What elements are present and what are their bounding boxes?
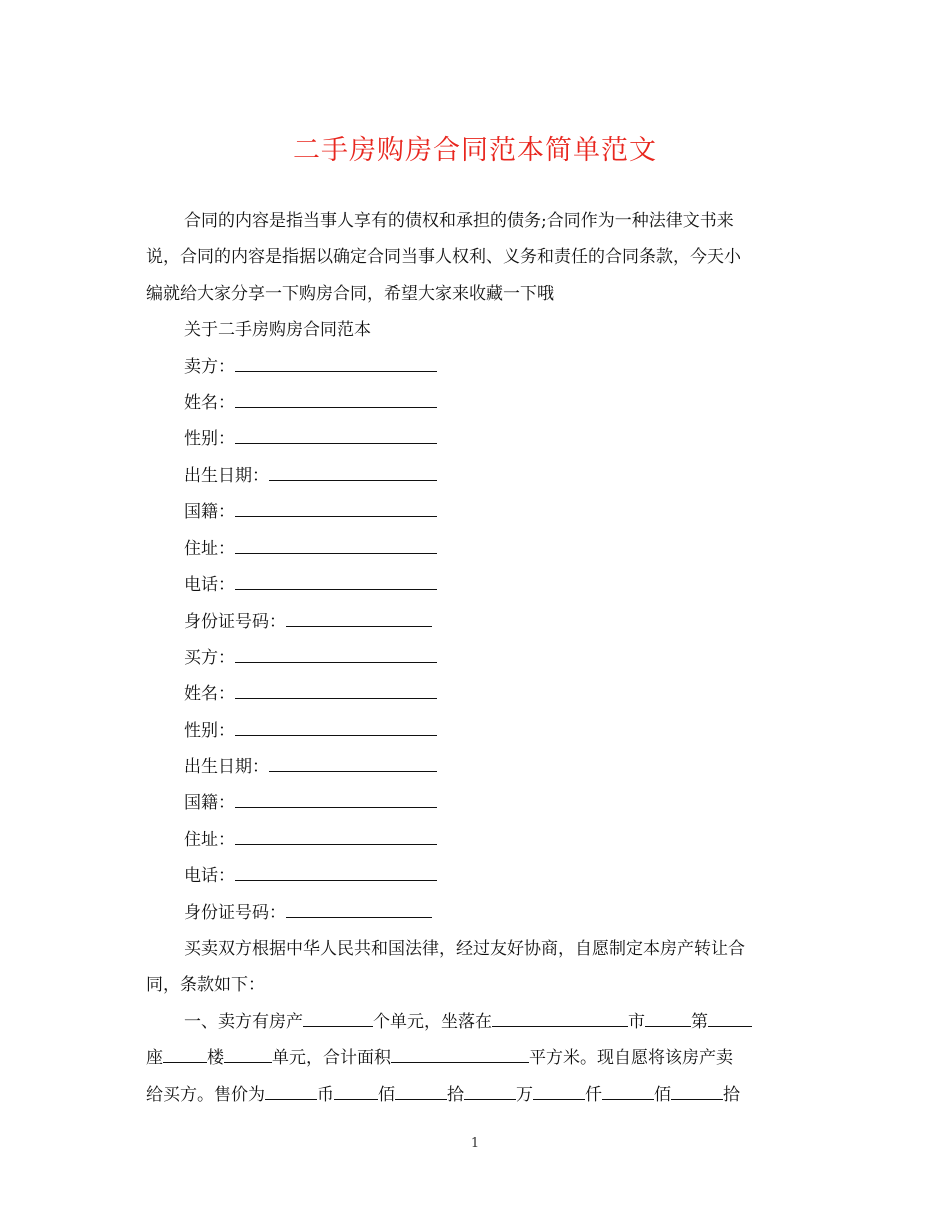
intro-line-1: 合同的内容是指当事人享有的债权和承担的债务;合同作为一种法律文书来 (184, 211, 734, 231)
seller-address-field: 住址： (184, 536, 437, 560)
page-number: 1 (470, 1136, 480, 1151)
subtitle: 关于二手房购房合同范本 (184, 320, 371, 340)
seller-name-field: 姓名： (184, 390, 437, 414)
buyer-birth-field: 出生日期： (184, 754, 437, 778)
buyer-id-field: 身份证号码： (184, 900, 432, 924)
seller-gender-field: 性别： (184, 426, 437, 450)
buyer-field: 买方： (184, 645, 437, 669)
seller-phone-field: 电话： (184, 572, 437, 596)
intro-line-3: 编就给大家分享一下购房合同，希望大家来收藏一下哦 (146, 284, 554, 304)
clause1-line-3: 给买方。售价为 币 佰 拾 万 仟 佰 拾 (146, 1082, 740, 1108)
seller-nationality-field: 国籍： (184, 499, 437, 523)
buyer-phone-field: 电话： (184, 863, 437, 887)
buyer-name-field: 姓名： (184, 681, 437, 705)
agreement-line-2: 同，条款如下： (146, 975, 265, 995)
clause1-line-2: 座 楼 单元，合计面积 平方米。现自愿将该房产卖 (146, 1045, 733, 1071)
intro-line-2: 说，合同的内容是指据以确定合同当事人权利、义务和责任的合同条款，今天小 (146, 247, 741, 267)
agreement-line-1: 买卖双方根据中华人民共和国法律，经过友好协商，自愿制定本房产转让合 (184, 939, 745, 959)
buyer-gender-field: 性别： (184, 718, 437, 742)
seller-birth-field: 出生日期： (184, 463, 437, 487)
seller-field: 卖方： (184, 354, 437, 378)
document-title: 二手房购房合同范本简单范文 (293, 135, 657, 166)
seller-id-field: 身份证号码： (184, 609, 432, 633)
buyer-address-field: 住址： (184, 827, 437, 851)
clause1-line-1: 一、卖方有房产 个单元，坐落在 市 第 (146, 1009, 752, 1035)
buyer-nationality-field: 国籍： (184, 790, 437, 814)
